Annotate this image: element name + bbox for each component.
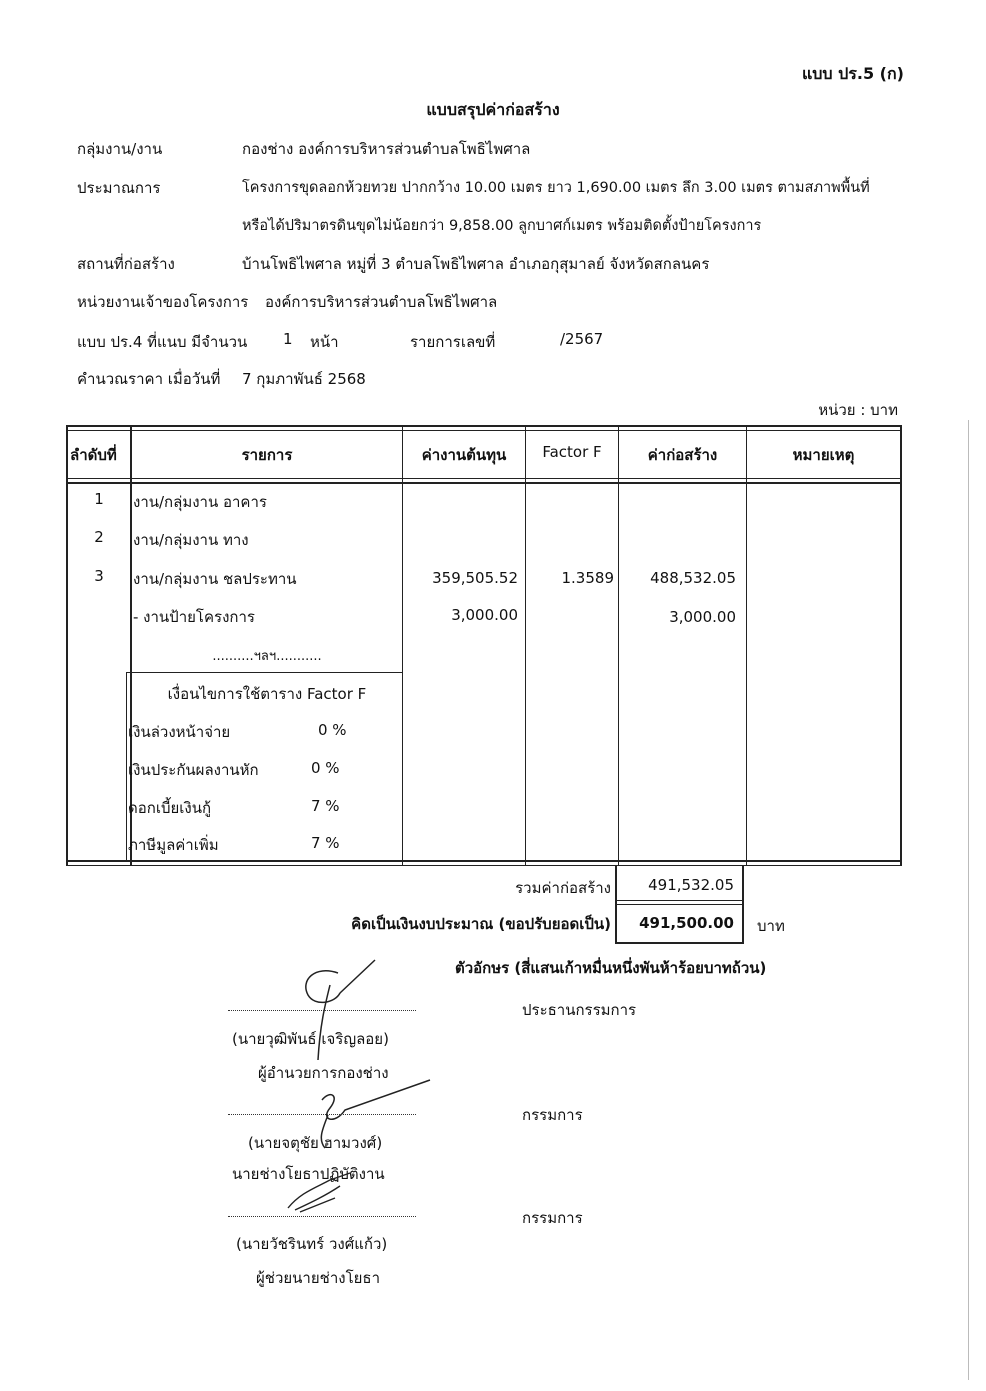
owner-value: องค์การบริหารส่วนตำบลโพธิไพศาล [265, 293, 498, 311]
budget-unit: บาท [757, 917, 785, 935]
row-cost: 359,505.52 [432, 569, 518, 587]
row-cost: 3,000.00 [451, 606, 518, 624]
row-item: ..........ฯลฯ........... [212, 649, 322, 664]
form-code: แบบ ปร.5 (ก) [801, 64, 904, 83]
row-construction: 3,000.00 [669, 608, 736, 626]
signer-role: ประธานกรรมการ [522, 1001, 637, 1019]
budget-value: 491,500.00 [639, 914, 734, 932]
row-item: งาน/กลุ่มงาน ชลประทาน [133, 570, 297, 588]
col-header-item: รายการ [241, 446, 293, 464]
attach-unit: หน้า [310, 333, 339, 351]
estimate-line-2: หรือได้ปริมาตรดินขุดไม่น้อยกว่า 9,858.00 ลูกบาศก์เมตร พร้อมติดตั้งป้ายโครงการ [242, 218, 762, 234]
col-header-cost: ค่างานต้นทุน [421, 446, 507, 464]
row-no: 2 [94, 528, 104, 546]
condition-value: 0 % [318, 721, 347, 739]
row-no: 3 [94, 567, 104, 585]
condition-label: เงินประกันผลงานหัก [128, 761, 259, 779]
conditions-title: เงื่อนไขการใช้ตาราง Factor F [167, 685, 367, 703]
item-no-label: รายการเลขที่ [410, 333, 496, 351]
location-label: สถานที่ก่อสร้าง [77, 255, 175, 273]
calc-date: 7 กุมภาพันธ์ 2568 [242, 370, 366, 388]
col-header-factor: Factor F [542, 443, 602, 461]
attach-label: แบบ ปร.4 ที่แนบ มีจำนวน [77, 333, 248, 351]
row-construction: 488,532.05 [650, 569, 736, 587]
unit-note: หน่วย : บาท [818, 401, 898, 419]
row-no: 1 [94, 490, 104, 508]
col-header-construction: ค่าก่อสร้าง [647, 446, 718, 464]
condition-value: 7 % [311, 797, 340, 815]
condition-label: ดอกเบี้ยเงินกู้ [128, 799, 212, 817]
row-item: งาน/กลุ่มงาน อาคาร [133, 493, 267, 511]
owner-label: หน่วยงานเจ้าของโครงการ [77, 293, 249, 311]
page-title: แบบสรุปค่าก่อสร้าง [426, 100, 560, 119]
location-value: บ้านโพธิไพศาล หมู่ที่ 3 ตำบลโพธิไพศาล อำเภอกุสุมาลย์ จังหวัดสกลนคร [242, 255, 710, 273]
row-item: - งานป้ายโครงการ [133, 608, 255, 626]
item-no-value: /2567 [560, 330, 604, 348]
group-label: กลุ่มงาน/งาน [77, 140, 163, 158]
signature-line [228, 1114, 416, 1115]
col-header-remark: หมายเหตุ [792, 446, 855, 464]
row-item: งาน/กลุ่มงาน ทาง [133, 531, 249, 549]
signature-line [228, 1010, 416, 1011]
signer-position: ผู้อำนวยการกองช่าง [258, 1064, 389, 1082]
condition-value: 0 % [311, 759, 340, 777]
signer-name: (นายจตุชัย ฮามวงศ์) [248, 1134, 383, 1152]
signer-role: กรรมการ [522, 1209, 583, 1227]
attach-pages: 1 [283, 330, 293, 348]
amount-in-words: ตัวอักษร (สี่แสนเก้าหมื่นหนึ่งพันห้าร้อยบาทถ้วน) [455, 959, 767, 977]
signer-role: กรรมการ [522, 1106, 583, 1124]
total-value: 491,532.05 [648, 876, 734, 894]
signer-position: นายช่างโยธาปฏิบัติงาน [232, 1165, 385, 1183]
signature-scribble [280, 1168, 360, 1218]
signer-name: (นายวัชรินทร์ วงศ์แก้ว) [236, 1235, 388, 1253]
row-factor: 1.3589 [561, 569, 614, 587]
signature-line [228, 1216, 416, 1217]
condition-value: 7 % [311, 834, 340, 852]
estimate-label: ประมาณการ [77, 179, 161, 197]
budget-label: คิดเป็นเงินงบประมาณ (ขอปรับยอดเป็น) [351, 915, 611, 933]
condition-label: เงินล่วงหน้าจ่าย [128, 723, 231, 741]
col-header-no: ลำดับที่ [70, 446, 117, 464]
signer-name: (นายวุฒิพันธ์ เจริญลอย) [232, 1030, 389, 1048]
scan-edge-line [968, 420, 969, 1380]
total-label: รวมค่าก่อสร้าง [515, 879, 611, 897]
group-value: กองช่าง องค์การบริหารส่วนตำบลโพธิไพศาล [242, 140, 531, 158]
estimate-line-1: โครงการขุดลอกห้วยทวย ปากกว้าง 10.00 เมตร ยาว 1,690.00 เมตร ลึก 3.00 เมตร ตามสภาพพื้นที่ [242, 180, 870, 196]
signer-position: ผู้ช่วยนายช่างโยธา [256, 1269, 380, 1287]
calc-date-label: คำนวณราคา เมื่อวันที่ [77, 370, 221, 388]
condition-label: ภาษีมูลค่าเพิ่ม [128, 836, 219, 854]
